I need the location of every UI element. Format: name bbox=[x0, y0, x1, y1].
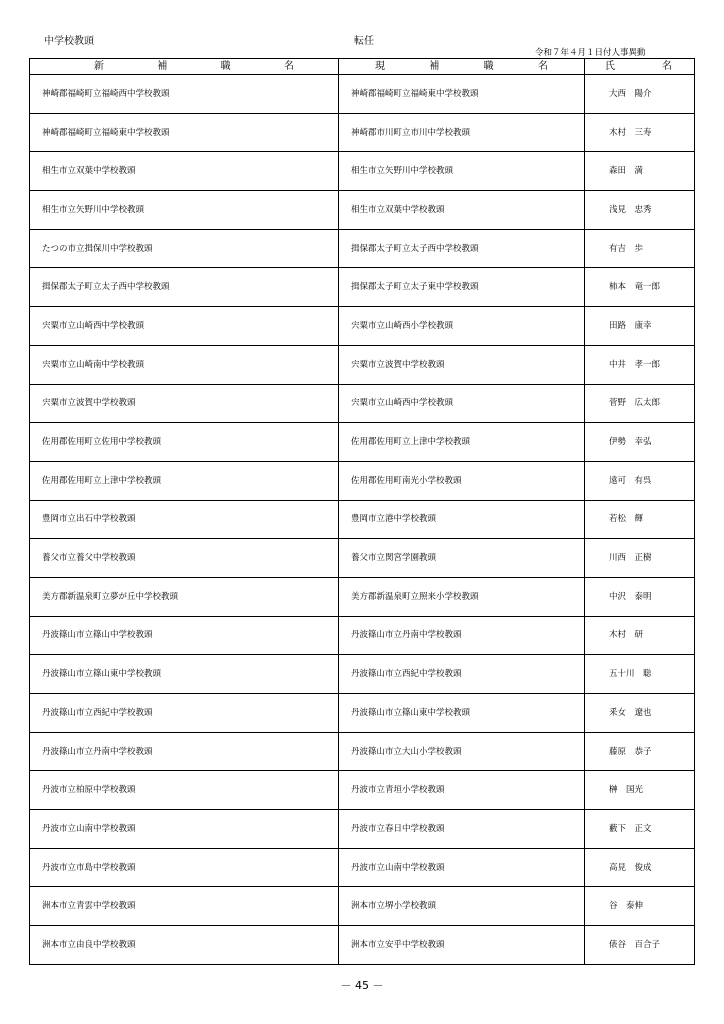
table-row bbox=[30, 887, 695, 926]
person-name-cell: 谷 泰伸 bbox=[585, 887, 695, 926]
new-post-cell: 宍粟市立山崎南中学校教頭 bbox=[30, 345, 339, 384]
table-row bbox=[30, 732, 695, 771]
new-post-cell: 洲本市立由良中学校教頭 bbox=[30, 926, 339, 965]
header-char: 現 bbox=[375, 60, 385, 72]
new-post-cell: 丹波市立柏原中学校教頭 bbox=[30, 771, 339, 810]
new-post-cell: 丹波篠山市立西紀中学校教頭 bbox=[30, 694, 339, 733]
new-post-cell: 洲本市立青雲中学校教頭 bbox=[30, 887, 339, 926]
current-post-cell: 佐用郡佐用町立上津中学校教頭 bbox=[339, 423, 585, 462]
header-char: 名 bbox=[537, 60, 548, 72]
new-post-cell: 丹波篠山市立丹南中学校教頭 bbox=[30, 732, 339, 771]
header-char: 名 bbox=[662, 60, 672, 72]
person-name-cell: 中沢 泰明 bbox=[585, 577, 695, 616]
new-post-cell: たつの市立揖保川中学校教頭 bbox=[30, 229, 339, 268]
page-number: － 45 － bbox=[340, 979, 384, 992]
table-row bbox=[30, 229, 695, 268]
current-post-cell: 丹波篠山市立丹南中学校教頭 bbox=[339, 616, 585, 655]
new-post-cell: 佐用郡佐用町立佐用中学校教頭 bbox=[30, 423, 339, 462]
header-char: 補 bbox=[429, 60, 440, 72]
table-body bbox=[30, 75, 695, 965]
person-name-cell: 大西 陽介 bbox=[585, 75, 695, 114]
name-column-header bbox=[585, 59, 695, 75]
table-row bbox=[30, 810, 695, 849]
table-row bbox=[30, 616, 695, 655]
new-post-cell: 宍粟市立波賀中学校教頭 bbox=[30, 384, 339, 423]
person-name-cell: 森田 満 bbox=[585, 152, 695, 191]
person-name-cell: 俵谷 百合子 bbox=[585, 926, 695, 965]
current-post-cell: 相生市立矢野川中学校教頭 bbox=[339, 152, 585, 191]
table-row bbox=[30, 152, 695, 191]
current-post-cell: 丹波市立山南中学校教頭 bbox=[339, 848, 585, 887]
table-row bbox=[30, 926, 695, 965]
new-post-cell: 佐用郡佐用町立上津中学校教頭 bbox=[30, 461, 339, 500]
current-post-cell: 養父市立関宮学園教頭 bbox=[339, 539, 585, 578]
header-char: 職 bbox=[483, 60, 494, 72]
current-post-cell: 宍粟市立山崎西小学校教頭 bbox=[339, 307, 585, 346]
current-post-cell: 宍粟市立山崎西中学校教頭 bbox=[339, 384, 585, 423]
new-post-column-header bbox=[30, 59, 339, 75]
person-name-cell: 木村 研 bbox=[585, 616, 695, 655]
personnel-table bbox=[29, 58, 695, 965]
current-post-column-header bbox=[339, 59, 585, 75]
current-post-cell: 丹波市立青垣小学校教頭 bbox=[339, 771, 585, 810]
transfer-type-heading: 転任 bbox=[354, 36, 374, 47]
header-char: 氏 bbox=[605, 60, 615, 72]
current-post-cell: 相生市立双葉中学校教頭 bbox=[339, 191, 585, 230]
table-row bbox=[30, 75, 695, 114]
current-post-cell: 宍粟市立波賀中学校教頭 bbox=[339, 345, 585, 384]
current-post-cell: 佐用郡佐用町南光小学校教頭 bbox=[339, 461, 585, 500]
table-row bbox=[30, 191, 695, 230]
table-row bbox=[30, 461, 695, 500]
person-name-cell: 遠可 有呉 bbox=[585, 461, 695, 500]
current-post-cell: 丹波篠山市立西紀中学校教頭 bbox=[339, 655, 585, 694]
new-post-cell: 丹波市立山南中学校教頭 bbox=[30, 810, 339, 849]
table-row bbox=[30, 345, 695, 384]
header-char: 新 bbox=[94, 60, 104, 72]
current-post-cell: 丹波市立春日中学校教頭 bbox=[339, 810, 585, 849]
new-post-cell: 美方郡新温泉町立夢が丘中学校教頭 bbox=[30, 577, 339, 616]
current-post-cell: 洲本市立安乎中学校教頭 bbox=[339, 926, 585, 965]
new-post-cell: 豊岡市立出石中学校教頭 bbox=[30, 500, 339, 539]
table-row bbox=[30, 577, 695, 616]
effective-date-note: 令和７年４月１日付人事異動 bbox=[535, 48, 646, 58]
table-row bbox=[30, 848, 695, 887]
new-post-cell: 神崎郡福崎町立福崎東中学校教頭 bbox=[30, 113, 339, 152]
person-name-cell: 藤原 恭子 bbox=[585, 732, 695, 771]
table-row bbox=[30, 500, 695, 539]
current-post-cell: 神崎郡福崎町立福崎東中学校教頭 bbox=[339, 75, 585, 114]
new-post-cell: 宍粟市立山崎西中学校教頭 bbox=[30, 307, 339, 346]
table-row bbox=[30, 268, 695, 307]
table-header-row bbox=[30, 59, 695, 75]
new-post-cell: 相生市立矢野川中学校教頭 bbox=[30, 191, 339, 230]
person-name-cell: 釆女 遼也 bbox=[585, 694, 695, 733]
new-post-cell: 神崎郡福崎町立福崎西中学校教頭 bbox=[30, 75, 339, 114]
table-row bbox=[30, 655, 695, 694]
new-post-cell: 丹波篠山市立篠山東中学校教頭 bbox=[30, 655, 339, 694]
category-heading: 中学校教頭 bbox=[44, 36, 94, 47]
new-post-cell: 相生市立双葉中学校教頭 bbox=[30, 152, 339, 191]
new-post-cell: 丹波篠山市立篠山中学校教頭 bbox=[30, 616, 339, 655]
person-name-cell: 若松 輝 bbox=[585, 500, 695, 539]
person-name-cell: 菅野 広太郎 bbox=[585, 384, 695, 423]
current-post-cell: 揖保郡太子町立太子東中学校教頭 bbox=[339, 268, 585, 307]
person-name-cell: 田路 康幸 bbox=[585, 307, 695, 346]
table-row bbox=[30, 307, 695, 346]
new-post-cell: 揖保郡太子町立太子西中学校教頭 bbox=[30, 268, 339, 307]
person-name-cell: 高見 俊成 bbox=[585, 848, 695, 887]
current-post-cell: 神崎郡市川町立市川中学校教頭 bbox=[339, 113, 585, 152]
person-name-cell: 有吉 歩 bbox=[585, 229, 695, 268]
person-name-cell: 柿本 竜一郎 bbox=[585, 268, 695, 307]
current-post-cell: 丹波篠山市立大山小学校教頭 bbox=[339, 732, 585, 771]
person-name-cell: 藪下 正文 bbox=[585, 810, 695, 849]
table-row bbox=[30, 423, 695, 462]
header-char: 職 bbox=[220, 60, 231, 72]
current-post-cell: 揖保郡太子町立太子西中学校教頭 bbox=[339, 229, 585, 268]
new-post-cell: 養父市立養父中学校教頭 bbox=[30, 539, 339, 578]
current-post-cell: 丹波篠山市立篠山東中学校教頭 bbox=[339, 694, 585, 733]
new-post-cell: 丹波市立市島中学校教頭 bbox=[30, 848, 339, 887]
current-post-cell: 豊岡市立港中学校教頭 bbox=[339, 500, 585, 539]
current-post-cell: 美方郡新温泉町立照来小学校教頭 bbox=[339, 577, 585, 616]
table-row bbox=[30, 694, 695, 733]
current-post-cell: 洲本市立堺小学校教頭 bbox=[339, 887, 585, 926]
person-name-cell: 中井 孝一郎 bbox=[585, 345, 695, 384]
person-name-cell: 榊 国光 bbox=[585, 771, 695, 810]
person-name-cell: 五十川 聡 bbox=[585, 655, 695, 694]
table-row bbox=[30, 384, 695, 423]
person-name-cell: 川西 正樹 bbox=[585, 539, 695, 578]
person-name-cell: 伊勢 幸弘 bbox=[585, 423, 695, 462]
header-char: 補 bbox=[157, 60, 168, 72]
header-char: 名 bbox=[283, 60, 294, 72]
person-name-cell: 浅見 忠秀 bbox=[585, 191, 695, 230]
table-row bbox=[30, 771, 695, 810]
table-row bbox=[30, 539, 695, 578]
person-name-cell: 木村 三寿 bbox=[585, 113, 695, 152]
table-row bbox=[30, 113, 695, 152]
